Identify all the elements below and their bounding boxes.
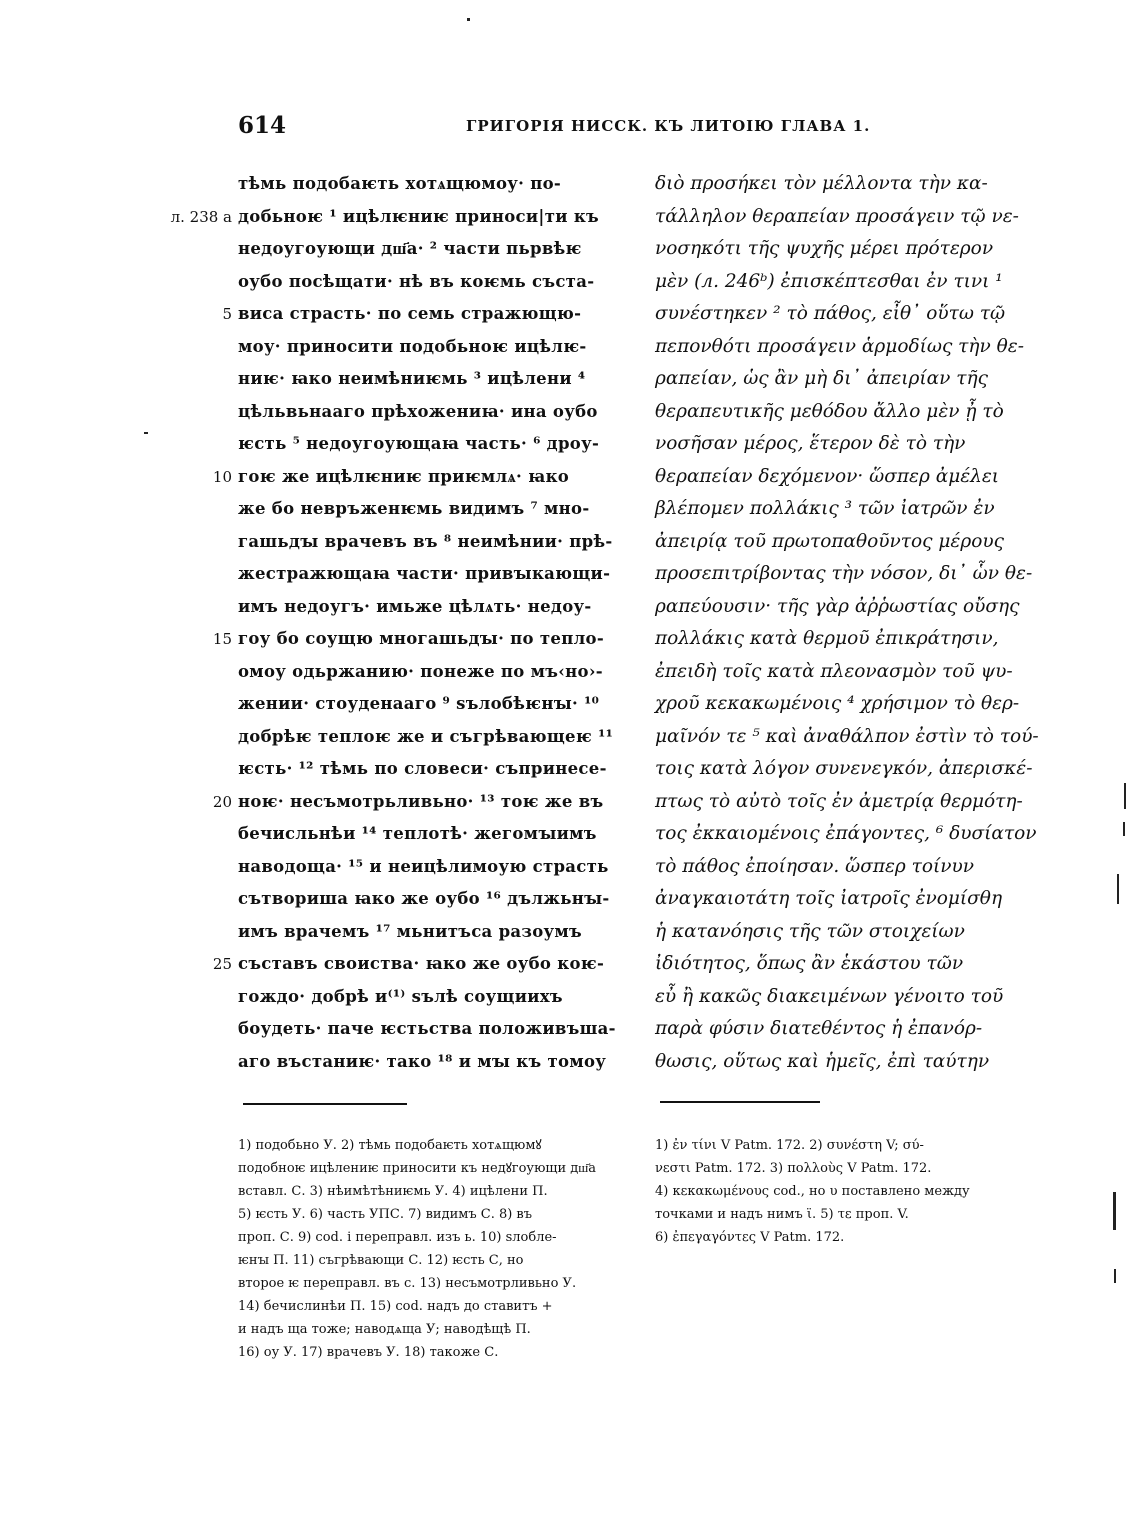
slavonic-text-line: имъ недоугъ· имьже цѣлѧть· недоу- [238,596,592,616]
footnote-line: 4) κεκακωμένους cod., но υ поставлено между [655,1184,970,1199]
slavonic-text-line: съставъ своиства· ꙗко же оубо коѥ- [238,954,605,973]
line-number [140,558,232,591]
slavonic-text-line: наводоща· ¹⁵ и неицѣлимоую страсть [238,856,609,876]
slavonic-text-line: жении· стоуденааго ⁹ ѕълобѣѥнꙑ· ¹⁰ [238,694,600,713]
greek-text-line: ραπεύουσιν· τῆς γὰρ ἀῤῥωστίας οὔσης [655,595,1020,617]
line-number [140,266,232,299]
slavonic-text-line: цѣльвьнааго прѣхожениꙗ· ина оубо [238,401,598,421]
line-number [140,818,232,851]
slavonic-text-line: ноѥ· несъмотрьливьно· ¹³ тоѥ же въ [238,791,604,811]
slavonic-text-line: тѣмь подобаѥть хотѧщюмоу· по- [238,174,562,193]
slavonic-text-line: боудеть· паче ѥстьства положивъша- [238,1019,616,1038]
footnote-line: ѥнꙑ П. 11) съгрѣвающи С. 12) ѥсть С, но [238,1253,524,1268]
slavonic-text-line: аго въстаниѥ· тако ¹⁸ и мꙑ къ томоу [238,1051,607,1071]
greek-text-line: θεραπείαν δεχόμενον· ὥσπερ ἀμέλει [655,465,1000,487]
scan-mark [1124,783,1126,809]
line-number [140,688,232,721]
slavonic-text-line: оубо посѣщати· нѣ въ коѥмь съста- [238,271,595,291]
scan-speck [144,432,148,434]
line-number: 5 [222,305,232,323]
greek-text-line: ραπείαν, ὡς ἂν μὴ δι᾽ ἀπειρίαν τῆς [655,368,988,389]
slavonic-text-line: сътвориша ꙗко же оубо ¹⁶ дължьнꙑ- [238,889,610,908]
greek-text-line: μὲν (л. 246ᵇ) ἐπισκέπτεσθαι ἐν τινι ¹ [655,270,1003,292]
greek-text-line: ἰδιότητος, ὅπως ἂν ἑκάστου τῶν [655,953,964,974]
line-number [140,233,232,266]
greek-text-line: τοις κατὰ λόγον συνενεγκόν, ἀπερισκέ- [655,758,1033,779]
greek-text-line: πεπονθότι προσάγειν ἁρμοδίως τὴν θε- [655,335,1024,357]
footnote-line: точками и надъ нимъ ϊ. 5) τε проп. V. [655,1207,909,1222]
footnote-line: 1) подобьно У. 2) тѣмь подобаѥть хотѧщюмꙋ [238,1138,542,1153]
slavonic-text-line: ѥсть ⁵ недоугоующаꙗ часть· ⁶ дроу- [238,434,600,453]
greek-text-line: τος ἐκκαιομένοις ἐπάγοντες, ⁶ δυσίατον [655,823,1037,844]
footnote-line: вставл. С. 3) нѣимѣтѣниѥмь У. 4) ицѣлени П. [238,1184,548,1199]
greek-text-line: ἀπειρίᾳ τοῦ πρωτοπαθοῦντος μέρους [655,530,1004,552]
slavonic-text-line: имъ врачемъ ¹⁷ мьнитъса разоумъ [238,921,582,941]
line-number: 10 [212,467,232,486]
greek-text-line: ἀναγκαιοτάτη τοῖς ἰατροῖς ἐνομίσθη [655,888,1003,909]
footnote-line: νεστι Patm. 172. 3) πολλοὺς V Patm. 172. [655,1161,932,1176]
line-number [140,851,232,884]
line-number: 20 [212,792,232,811]
line-number [140,753,232,786]
scan-speck [467,18,470,21]
scan-mark [1117,874,1119,904]
greek-text-line: χροῦ κεκακωμένοις ⁴ χρήσιμον τὸ θερ- [655,693,1020,714]
greek-text-line: νοσῆσαν μέρος, ἕτερον δὲ τὸ τὴν [655,433,966,454]
slavonic-text-line: бечисльнѣи ¹⁴ теплотѣ· жегомꙑимъ [238,824,597,843]
slavonic-text-column [238,168,628,1078]
page-header [238,112,1038,142]
greek-text-line: πολλάκις κατὰ θερμοῦ ἐπικράτησιν, [655,628,999,649]
footnote-line: 6) ἐπεγαγόντες V Patm. 172. [655,1230,845,1245]
footnote-line: подобноѥ ицѣлениѥ приносити къ недꙋгоующи дш҃а [238,1161,597,1176]
line-number: 25 [212,955,232,973]
slavonic-text-line: омоу одьржанию· понеже по мъ‹но›- [238,661,603,681]
footnotes-slavonic [238,1134,634,1364]
slavonic-text-line: добрѣѥ теплоѥ же и съгрѣвающеѥ ¹¹ [238,726,614,746]
slavonic-text-line: же бо невръженѥмь видимъ ⁷ мно- [238,499,590,518]
footnote-line: 14) бечислинѣи П. 15) cod. надъ до ставитъ + [238,1299,553,1314]
slavonic-text-line: гоѥ же ицѣлѥниѥ приѥмлѧ· ꙗко [238,466,570,486]
line-number [140,1013,232,1046]
line-number [140,721,232,754]
greek-text-line: θωσις, οὕτως καὶ ἡμεῖς, ἐπὶ ταύτην [655,1050,990,1072]
line-number [140,981,232,1014]
line-number [140,916,232,949]
footnote-line: второе ѥ переправл. въ с. 13) несъмотрливьно У. [238,1276,577,1291]
greek-text-line: τὸ πάθος ἐποίησαν. ὥσπερ τοίνυν [655,855,975,877]
footnote-separator-right [660,1101,820,1103]
greek-text-line: θεραπευτικῆς μεθόδου ἄλλο μὲν ᾖ τὸ [655,400,1004,422]
greek-text-line: ἐπειδὴ τοῖς κατὰ πλεονασμὸν τοῦ ψυ- [655,660,1013,682]
slavonic-text-line: ниѥ· ꙗко неимѣниѥмь ³ ицѣлени ⁴ [238,369,586,388]
greek-text-line: εὖ ἢ κακῶς διακειμένων γένοιτο τοῦ [655,985,1004,1007]
slavonic-text-line: моу· приносити подобьноѥ ицѣлѥ- [238,336,587,356]
page-number: 614 [238,112,287,139]
line-number [140,656,232,689]
footnote-line: 5) ѥсть У. 6) часть УПС. 7) видимъ С. 8) въ [238,1207,533,1222]
line-number [140,428,232,461]
greek-text-line: βλέπομεν πολλάκις ³ τῶν ἰατρῶν ἐν [655,498,995,519]
scan-mark [1123,822,1125,836]
slavonic-text-line: гождо· добрѣ и⁽¹⁾ ѕълѣ соущиихъ [238,986,563,1006]
slavonic-text-line: недоугоующи дш҃а· ² части пьрвѣѥ [238,239,582,258]
line-number-margin [140,168,232,1078]
line-number [140,363,232,396]
slavonic-text-line: добьноѥ ¹ ицѣлѥниѥ приноси|ти къ [238,206,600,226]
footnote-line: и надъ ща тоже; наводѧща У; наводѣщѣ П. [238,1322,531,1337]
greek-text-line: διὸ προσήκει τὸν μέλλοντα τὴν κα- [655,173,988,194]
line-number [140,331,232,364]
footnotes-greek [655,1134,1043,1249]
greek-text-column [655,168,1040,1078]
scan-mark [1114,1269,1116,1283]
slavonic-text-line: ѥсть· ¹² тѣмь по словеси· съпринесе- [238,759,607,778]
scan-mark [1113,1192,1116,1230]
line-number: 15 [212,630,232,648]
line-number: л. 238 а [170,207,232,226]
greek-text-line: τάλληλον θεραπείαν προσάγειν τῷ νε- [655,205,1019,227]
line-number [140,591,232,624]
line-number [140,493,232,526]
line-number [140,883,232,916]
slavonic-text-line: гашьдꙑ врачевъ въ ⁸ неимѣнии· прѣ- [238,531,613,551]
greek-text-line: ἡ κατανόησις τῆς τῶν στοιχείων [655,920,965,942]
greek-text-line: μαῖνόν τε ⁵ καὶ ἀναθάλπον ἐστὶν τὸ τού- [655,725,1039,747]
line-number [140,168,232,201]
greek-text-line: συνέστηκεν ² τὸ πάθος, εἶθ᾽ οὕτω τῷ [655,303,1006,324]
line-number [140,1046,232,1079]
slavonic-text-line: жестражющаꙗ части· привꙑкающи- [238,564,611,583]
line-number [140,396,232,429]
slavonic-text-line: виса страсть· по семь стражющю- [238,304,582,323]
greek-text-line: πτως τὸ αὐτὸ τοῖς ἐν ἀμετρίᾳ θερμότη- [655,790,1023,812]
running-title: ГРИГОРІЯ НИССК. КЪ ЛИТОІЮ ГЛАВА 1. [466,117,871,135]
greek-text-line: παρὰ φύσιν διατεθέντος ἡ ἐπανόρ- [655,1018,983,1039]
slavonic-text-line: гоу бо соущю многашьдꙑ· по тепло- [238,629,604,648]
greek-text-line: νοσηκότι τῆς ψυχῆς μέρει πρότερον [655,238,994,259]
footnote-line: 16) оу У. 17) врачевъ У. 18) такоже С. [238,1345,499,1360]
footnote-separator-left [243,1103,407,1105]
footnote-line: проп. С. 9) cod. і переправл. изъ ь. 10) ѕлобле- [238,1230,557,1245]
line-number [140,526,232,559]
footnote-line: 1) ἐν τίνι V Patm. 172. 2) συνέστη V; σύ- [655,1138,924,1153]
greek-text-line: προσεπιτρίβοντας τὴν νόσον, δι᾽ ὧν θε- [655,563,1033,584]
